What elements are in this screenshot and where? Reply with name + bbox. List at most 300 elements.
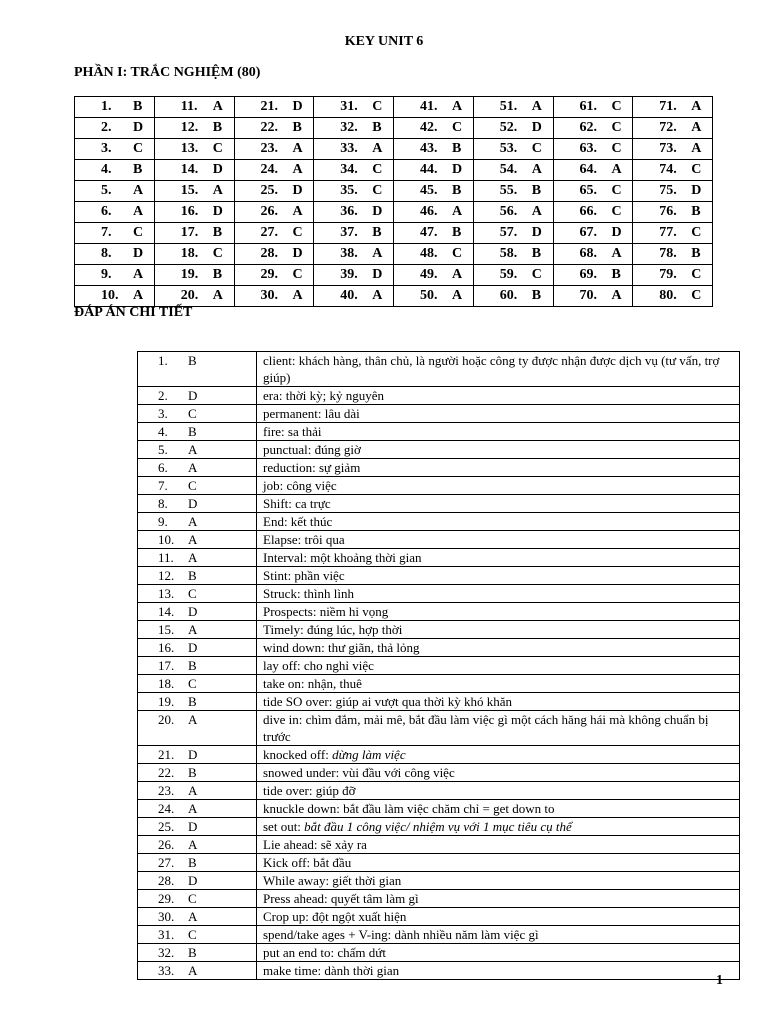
detail-number: 28.: [158, 873, 175, 888]
answer-cell: [473, 118, 553, 139]
detail-number: 9.: [158, 514, 168, 529]
answer-letter: A: [691, 141, 702, 156]
answer-letter: A: [691, 99, 702, 114]
detail-row: [138, 567, 740, 585]
detail-number: 25.: [158, 819, 175, 834]
detail-row: [138, 836, 740, 854]
answer-cell: [314, 139, 394, 160]
detailed-answer-table: [137, 351, 740, 980]
detail-key-cell: [138, 800, 257, 818]
answer-cell: [314, 202, 394, 223]
explanation-text: Crop up: đột ngột xuất hiện: [263, 909, 407, 924]
question-number: 1.: [101, 99, 112, 114]
explanation-text: lay off: cho nghỉ việc: [263, 658, 374, 673]
question-number: 18.: [180, 246, 199, 261]
question-number: 59.: [499, 267, 518, 282]
detail-explanation: [257, 693, 740, 711]
detail-row: [138, 693, 740, 711]
explanation-italic: bắt đầu 1 công việc/ nhiệm vụ với 1 mục tiêu cụ thể: [304, 819, 572, 834]
answer-cell: [314, 181, 394, 202]
detail-number: 31.: [158, 927, 175, 942]
question-number: 14.: [180, 162, 199, 177]
answer-cell: [154, 265, 234, 286]
answer-letter: B: [212, 267, 223, 282]
answer-letter: D: [212, 204, 223, 219]
answer-cell: [154, 118, 234, 139]
question-number: 76.: [659, 204, 677, 219]
answer-letter: D: [372, 204, 383, 219]
question-number: 17.: [180, 225, 199, 240]
answer-letter: A: [292, 162, 303, 177]
detail-explanation: [257, 531, 740, 549]
detail-row: [138, 890, 740, 908]
answer-cell: [234, 244, 314, 265]
detail-explanation: [257, 675, 740, 693]
detail-number: 1.: [158, 353, 168, 368]
answer-cell: [394, 265, 474, 286]
question-number: 47.: [420, 225, 438, 240]
question-number: 65.: [579, 183, 597, 198]
question-number: 10.: [101, 288, 119, 303]
question-number: 6.: [101, 204, 112, 219]
answer-cell: [394, 181, 474, 202]
question-number: 9.: [101, 267, 112, 282]
explanation-text: spend/take ages + V-ing: dành nhiều năm làm việc gì: [263, 927, 539, 942]
detail-key-cell: [138, 459, 257, 477]
detail-key-cell: [138, 836, 257, 854]
answer-cell: [633, 160, 713, 181]
detail-explanation: [257, 818, 740, 836]
question-number: 57.: [499, 225, 518, 240]
detail-row: [138, 352, 740, 387]
answer-row: [75, 160, 713, 181]
answer-letter: C: [452, 246, 463, 261]
answer-cell: [234, 202, 314, 223]
detail-row: [138, 962, 740, 980]
detail-key-cell: [138, 639, 257, 657]
explanation-text: Lie ahead: sẽ xảy ra: [263, 837, 367, 852]
answer-letter: D: [531, 120, 542, 135]
detail-explanation: [257, 387, 740, 405]
detail-row: [138, 782, 740, 800]
question-number: 70.: [579, 288, 597, 303]
explanation-text: wind down: thư giãn, thả lỏng: [263, 640, 420, 655]
answer-letter: A: [611, 246, 622, 261]
detail-answer: A: [188, 783, 198, 798]
answer-cell: [154, 286, 234, 307]
detail-key-cell: [138, 926, 257, 944]
explanation-text: While away: giết thời gian: [263, 873, 402, 888]
detail-number: 10.: [158, 532, 175, 547]
detail-number: 2.: [158, 388, 168, 403]
answer-letter: B: [452, 225, 462, 240]
answer-cell: [394, 139, 474, 160]
detail-key-cell: [138, 352, 257, 387]
section-heading-part1: PHẦN I: TRẮC NGHIỆM (80): [74, 65, 261, 80]
answer-cell: [473, 181, 553, 202]
question-number: 56.: [499, 204, 518, 219]
detail-row: [138, 657, 740, 675]
answer-cell: [394, 202, 474, 223]
answer-cell: [234, 97, 314, 118]
question-number: 12.: [180, 120, 199, 135]
detail-row: [138, 764, 740, 782]
detail-answer: D: [188, 873, 198, 888]
answer-letter: D: [452, 162, 463, 177]
question-number: 32.: [340, 120, 358, 135]
detail-explanation: [257, 657, 740, 675]
answer-letter: A: [531, 204, 542, 219]
answer-letter: A: [611, 162, 622, 177]
answer-cell: [633, 97, 713, 118]
answer-cell: [234, 139, 314, 160]
explanation-text: Kick off: bắt đầu: [263, 855, 352, 870]
answer-cell: [75, 118, 155, 139]
detail-row: [138, 621, 740, 639]
answer-row: [75, 139, 713, 160]
answer-letter: A: [372, 246, 383, 261]
answer-cell: [473, 202, 553, 223]
answer-letter: A: [611, 288, 622, 303]
explanation-text: Stint: phần việc: [263, 568, 345, 583]
question-number: 34.: [340, 162, 358, 177]
answer-cell: [234, 286, 314, 307]
detail-row: [138, 531, 740, 549]
question-number: 33.: [340, 141, 358, 156]
question-number: 66.: [579, 204, 597, 219]
detail-number: 5.: [158, 442, 168, 457]
question-number: 68.: [579, 246, 597, 261]
detail-row: [138, 585, 740, 603]
detail-answer: D: [188, 747, 198, 762]
answer-letter: C: [531, 267, 542, 282]
detail-number: 27.: [158, 855, 175, 870]
answer-letter: D: [531, 225, 542, 240]
answer-cell: [473, 265, 553, 286]
detail-answer: A: [188, 622, 198, 637]
detail-key-cell: [138, 585, 257, 603]
answer-cell: [154, 181, 234, 202]
question-number: 72.: [659, 120, 677, 135]
detail-explanation: [257, 567, 740, 585]
answer-letter: C: [372, 162, 383, 177]
question-number: 51.: [499, 99, 518, 114]
answer-letter: A: [452, 99, 463, 114]
answer-letter: A: [452, 267, 463, 282]
question-number: 2.: [101, 120, 112, 135]
detail-answer: B: [188, 568, 197, 583]
answer-cell: [314, 160, 394, 181]
detail-answer: C: [188, 406, 197, 421]
detail-number: 24.: [158, 801, 175, 816]
detail-key-cell: [138, 782, 257, 800]
detail-explanation: [257, 890, 740, 908]
detail-explanation: [257, 711, 740, 746]
answer-row: [75, 244, 713, 265]
detail-explanation: [257, 962, 740, 980]
answer-letter: B: [691, 246, 701, 261]
answer-letter: C: [452, 120, 463, 135]
answer-cell: [394, 118, 474, 139]
answer-letter: A: [133, 288, 144, 303]
detail-answer: A: [188, 837, 198, 852]
detail-row: [138, 495, 740, 513]
explanation-text: reduction: sự giảm: [263, 460, 361, 475]
detail-key-cell: [138, 405, 257, 423]
explanation-text: End: kết thúc: [263, 514, 333, 529]
detail-row: [138, 944, 740, 962]
detail-number: 29.: [158, 891, 175, 906]
answer-cell: [75, 223, 155, 244]
answer-row: [75, 97, 713, 118]
detail-row: [138, 711, 740, 746]
detail-number: 21.: [158, 747, 175, 762]
detail-number: 19.: [158, 694, 175, 709]
answer-letter: C: [691, 162, 702, 177]
explanation-text: put an end to: chấm dứt: [263, 945, 386, 960]
answer-cell: [75, 97, 155, 118]
question-number: 71.: [659, 99, 677, 114]
question-number: 16.: [180, 204, 199, 219]
detail-key-cell: [138, 387, 257, 405]
answer-row: [75, 265, 713, 286]
answer-letter: D: [133, 120, 144, 135]
question-number: 27.: [260, 225, 278, 240]
answer-cell: [633, 286, 713, 307]
detail-key-cell: [138, 549, 257, 567]
answer-letter: B: [611, 267, 621, 282]
explanation-text: Timely: đúng lúc, hợp thời: [263, 622, 403, 637]
question-number: 53.: [499, 141, 518, 156]
detail-answer: D: [188, 604, 198, 619]
detail-answer: A: [188, 801, 198, 816]
detail-explanation: [257, 352, 740, 387]
answer-cell: [553, 118, 633, 139]
question-number: 23.: [260, 141, 278, 156]
answer-cell: [75, 202, 155, 223]
question-number: 80.: [659, 288, 677, 303]
answer-letter: A: [372, 288, 383, 303]
explanation-text: era: thời kỳ; kỷ nguyên: [263, 388, 384, 403]
detail-answer: B: [188, 765, 197, 780]
detail-explanation: [257, 459, 740, 477]
answer-cell: [473, 160, 553, 181]
detail-explanation: [257, 854, 740, 872]
explanation-text: tide SO over: giúp ai vượt qua thời kỳ khó khăn: [263, 694, 512, 709]
detail-answer: D: [188, 496, 198, 511]
answer-row: [75, 223, 713, 244]
detail-key-cell: [138, 531, 257, 549]
answer-cell: [394, 160, 474, 181]
explanation-text: take on: nhận, thuê: [263, 676, 362, 691]
answer-cell: [154, 202, 234, 223]
answer-letter: A: [133, 267, 144, 282]
detail-explanation: [257, 746, 740, 764]
answer-letter: C: [611, 141, 622, 156]
detail-number: 6.: [158, 460, 168, 475]
detail-key-cell: [138, 477, 257, 495]
detail-explanation: [257, 800, 740, 818]
detail-answer: A: [188, 712, 198, 727]
answer-letter: A: [133, 204, 144, 219]
detail-explanation: [257, 782, 740, 800]
answer-cell: [553, 160, 633, 181]
detail-row: [138, 423, 740, 441]
question-number: 69.: [579, 267, 597, 282]
answer-letter: C: [372, 183, 383, 198]
detail-answer: A: [188, 514, 198, 529]
page-title: KEY UNIT 6: [344, 34, 424, 49]
answer-letter: C: [372, 99, 383, 114]
explanation-text: set out:: [263, 819, 305, 834]
detail-key-cell: [138, 441, 257, 459]
detail-answer: B: [188, 658, 197, 673]
answer-cell: [234, 160, 314, 181]
question-number: 48.: [420, 246, 438, 261]
detail-number: 11.: [158, 550, 174, 565]
question-number: 41.: [420, 99, 438, 114]
answer-letter: A: [292, 288, 303, 303]
detail-number: 18.: [158, 676, 175, 691]
answer-cell: [553, 223, 633, 244]
question-number: 13.: [180, 141, 199, 156]
answer-letter: C: [611, 183, 622, 198]
answer-cell: [154, 139, 234, 160]
answer-cell: [633, 202, 713, 223]
detail-row: [138, 639, 740, 657]
answer-cell: [394, 97, 474, 118]
answer-cell: [633, 265, 713, 286]
detail-answer: A: [188, 442, 198, 457]
detail-row: [138, 854, 740, 872]
answer-letter: A: [691, 120, 702, 135]
question-number: 63.: [579, 141, 597, 156]
detail-key-cell: [138, 818, 257, 836]
question-number: 62.: [579, 120, 597, 135]
answer-letter: A: [531, 162, 542, 177]
detail-answer: C: [188, 586, 197, 601]
answer-letter: D: [292, 183, 303, 198]
detail-answer: B: [188, 424, 197, 439]
question-number: 39.: [340, 267, 358, 282]
answer-cell: [75, 139, 155, 160]
detail-key-cell: [138, 854, 257, 872]
detail-number: 23.: [158, 783, 175, 798]
answer-row: [75, 118, 713, 139]
detail-number: 15.: [158, 622, 175, 637]
question-number: 60.: [499, 288, 518, 303]
answer-letter: B: [212, 225, 223, 240]
detail-answer: C: [188, 676, 197, 691]
detail-row: [138, 477, 740, 495]
detail-row: [138, 459, 740, 477]
answer-row: [75, 286, 713, 307]
detail-number: 17.: [158, 658, 175, 673]
detail-key-cell: [138, 962, 257, 980]
detail-number: 26.: [158, 837, 175, 852]
question-number: 40.: [340, 288, 358, 303]
question-number: 20.: [180, 288, 199, 303]
detail-row: [138, 818, 740, 836]
explanation-text: Interval: một khoảng thời gian: [263, 550, 422, 565]
answer-letter: A: [372, 141, 383, 156]
detail-explanation: [257, 621, 740, 639]
question-number: 25.: [260, 183, 278, 198]
answer-cell: [234, 265, 314, 286]
answer-cell: [75, 160, 155, 181]
detail-explanation: [257, 603, 740, 621]
detail-number: 12.: [158, 568, 175, 583]
answer-letter: B: [133, 99, 143, 114]
question-number: 77.: [659, 225, 677, 240]
answer-cell: [633, 223, 713, 244]
detail-explanation: [257, 764, 740, 782]
detail-row: [138, 800, 740, 818]
detail-answer: D: [188, 388, 198, 403]
question-number: 74.: [659, 162, 677, 177]
answer-letter: B: [531, 246, 542, 261]
detail-key-cell: [138, 567, 257, 585]
answer-letter: C: [133, 141, 144, 156]
detail-key-cell: [138, 711, 257, 746]
answer-letter: C: [292, 225, 303, 240]
answer-letter: D: [292, 246, 303, 261]
explanation-text: fire: sa thải: [263, 424, 322, 439]
detail-answer: A: [188, 909, 198, 924]
answer-letter: B: [452, 183, 462, 198]
question-number: 67.: [579, 225, 597, 240]
detail-row: [138, 908, 740, 926]
detail-key-cell: [138, 513, 257, 531]
detail-key-cell: [138, 675, 257, 693]
detail-answer: B: [188, 945, 197, 960]
question-number: 3.: [101, 141, 112, 156]
detail-answer: B: [188, 353, 197, 368]
question-number: 31.: [340, 99, 358, 114]
detail-number: 16.: [158, 640, 175, 655]
answer-cell: [633, 139, 713, 160]
answer-letter: C: [691, 288, 702, 303]
detail-answer: C: [188, 891, 197, 906]
answer-cell: [553, 202, 633, 223]
detail-row: [138, 441, 740, 459]
detail-row: [138, 603, 740, 621]
question-number: 49.: [420, 267, 438, 282]
detail-answer: B: [188, 855, 197, 870]
detail-key-cell: [138, 603, 257, 621]
answer-letter: B: [531, 288, 542, 303]
question-number: 35.: [340, 183, 358, 198]
answer-cell: [75, 286, 155, 307]
detail-key-cell: [138, 944, 257, 962]
answer-letter: D: [292, 99, 303, 114]
question-number: 73.: [659, 141, 677, 156]
answer-letter: B: [691, 204, 701, 219]
detail-explanation: [257, 495, 740, 513]
answer-cell: [553, 265, 633, 286]
question-number: 50.: [420, 288, 438, 303]
answer-letter: A: [212, 99, 223, 114]
answer-letter: A: [531, 99, 542, 114]
answer-cell: [154, 97, 234, 118]
answer-letter: C: [691, 267, 702, 282]
explanation-text: job: công việc: [263, 478, 337, 493]
question-number: 26.: [260, 204, 278, 219]
answer-letter: C: [531, 141, 542, 156]
question-number: 19.: [180, 267, 199, 282]
detail-explanation: [257, 423, 740, 441]
answer-letter: C: [611, 120, 622, 135]
